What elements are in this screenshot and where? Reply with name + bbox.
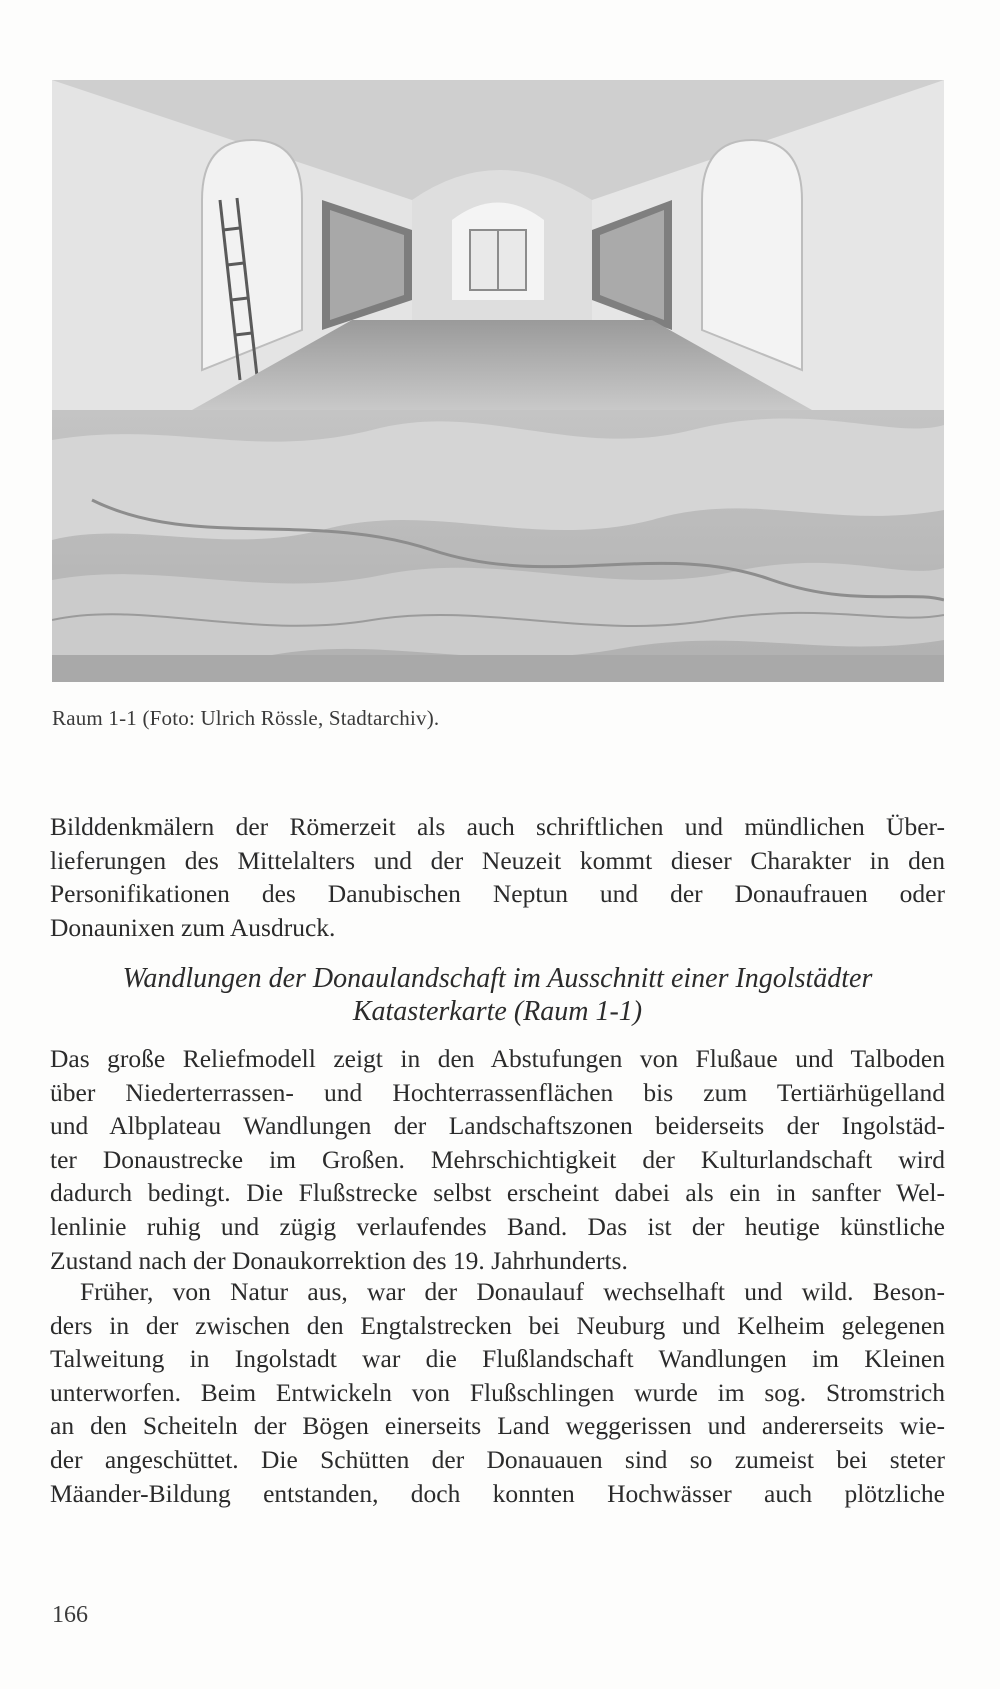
paragraph-line: lieferungen des Mittelalters und der Neuzeit kommt dieser Charakter in den	[50, 845, 945, 875]
paragraph-1	[50, 810, 945, 944]
figure-caption: Raum 1-1 (Foto: Ulrich Rössle, Stadtarchiv).	[52, 706, 440, 730]
paragraph-line: Personifikationen des Danubischen Neptun und der Donaufrauen oder	[50, 879, 945, 909]
paragraph-line: Bilddenkmälern der Römerzeit als auch schriftlichen und mündlichen Über-	[50, 812, 945, 841]
section-heading	[50, 962, 945, 1028]
paragraph-line: lenlinie ruhig und zügig verlaufendes Band. Das ist der heutige künstliche	[50, 1211, 945, 1241]
paragraph-line: und Albplateau Wandlungen der Landschaftszonen beiderseits der Ingolstäd-	[50, 1111, 945, 1141]
paragraph-line: dadurch bedingt. Die Flußstrecke selbst erscheint dabei als ein in sanfter Wel-	[50, 1178, 945, 1208]
paragraph-line: ter Donaustrecke im Großen. Mehrschichtigkeit der Kulturlandschaft wird	[50, 1144, 945, 1174]
paragraph-line: Mäander-Bildung entstanden, doch konnten Hochwässer auch plötzliche	[50, 1478, 945, 1508]
paragraph-line: Das große Reliefmodell zeigt in den Abstufungen von Flußaue und Talboden	[50, 1044, 945, 1073]
paragraph-3	[50, 1275, 945, 1510]
paragraph-line: über Niederterrassen- und Hochterrassenflächen bis zum Tertiärhügelland	[50, 1077, 945, 1107]
museum-room-photo	[52, 80, 944, 682]
paragraph-line: Zustand nach der Donaukorrektion des 19. Jahrhunderts.	[50, 1245, 628, 1275]
paragraph-line: der angeschüttet. Die Schütten der Donauauen sind so zumeist bei steter	[50, 1444, 945, 1474]
section-heading-line-2: Katasterkarte (Raum 1-1)	[352, 996, 643, 1027]
paragraph-line: ders in der zwischen den Engtalstrecken bei Neuburg und Kelheim gelegenen	[50, 1310, 945, 1340]
paragraph-line: unterworfen. Beim Entwickeln von Flußschlingen wurde im sog. Stromstrich	[50, 1377, 945, 1407]
page-number: 166	[52, 1602, 88, 1628]
section-heading-line-1: Wandlungen der Donaulandschaft im Ausschnitt einer Ingolstädter	[122, 963, 873, 994]
paragraph-2	[50, 1042, 945, 1277]
paragraph-line: an den Scheiteln der Bögen einerseits Land weggerissen und andererseits wie-	[50, 1411, 945, 1441]
paragraph-line: Früher, von Natur aus, war der Donaulauf wechselhaft und wild. Beson-	[80, 1277, 945, 1306]
paragraph-line: Talweitung in Ingolstadt war die Flußlandschaft Wandlungen im Kleinen	[50, 1344, 945, 1374]
museum-hall-image	[52, 80, 944, 682]
paragraph-line: Donaunixen zum Ausdruck.	[50, 912, 336, 942]
